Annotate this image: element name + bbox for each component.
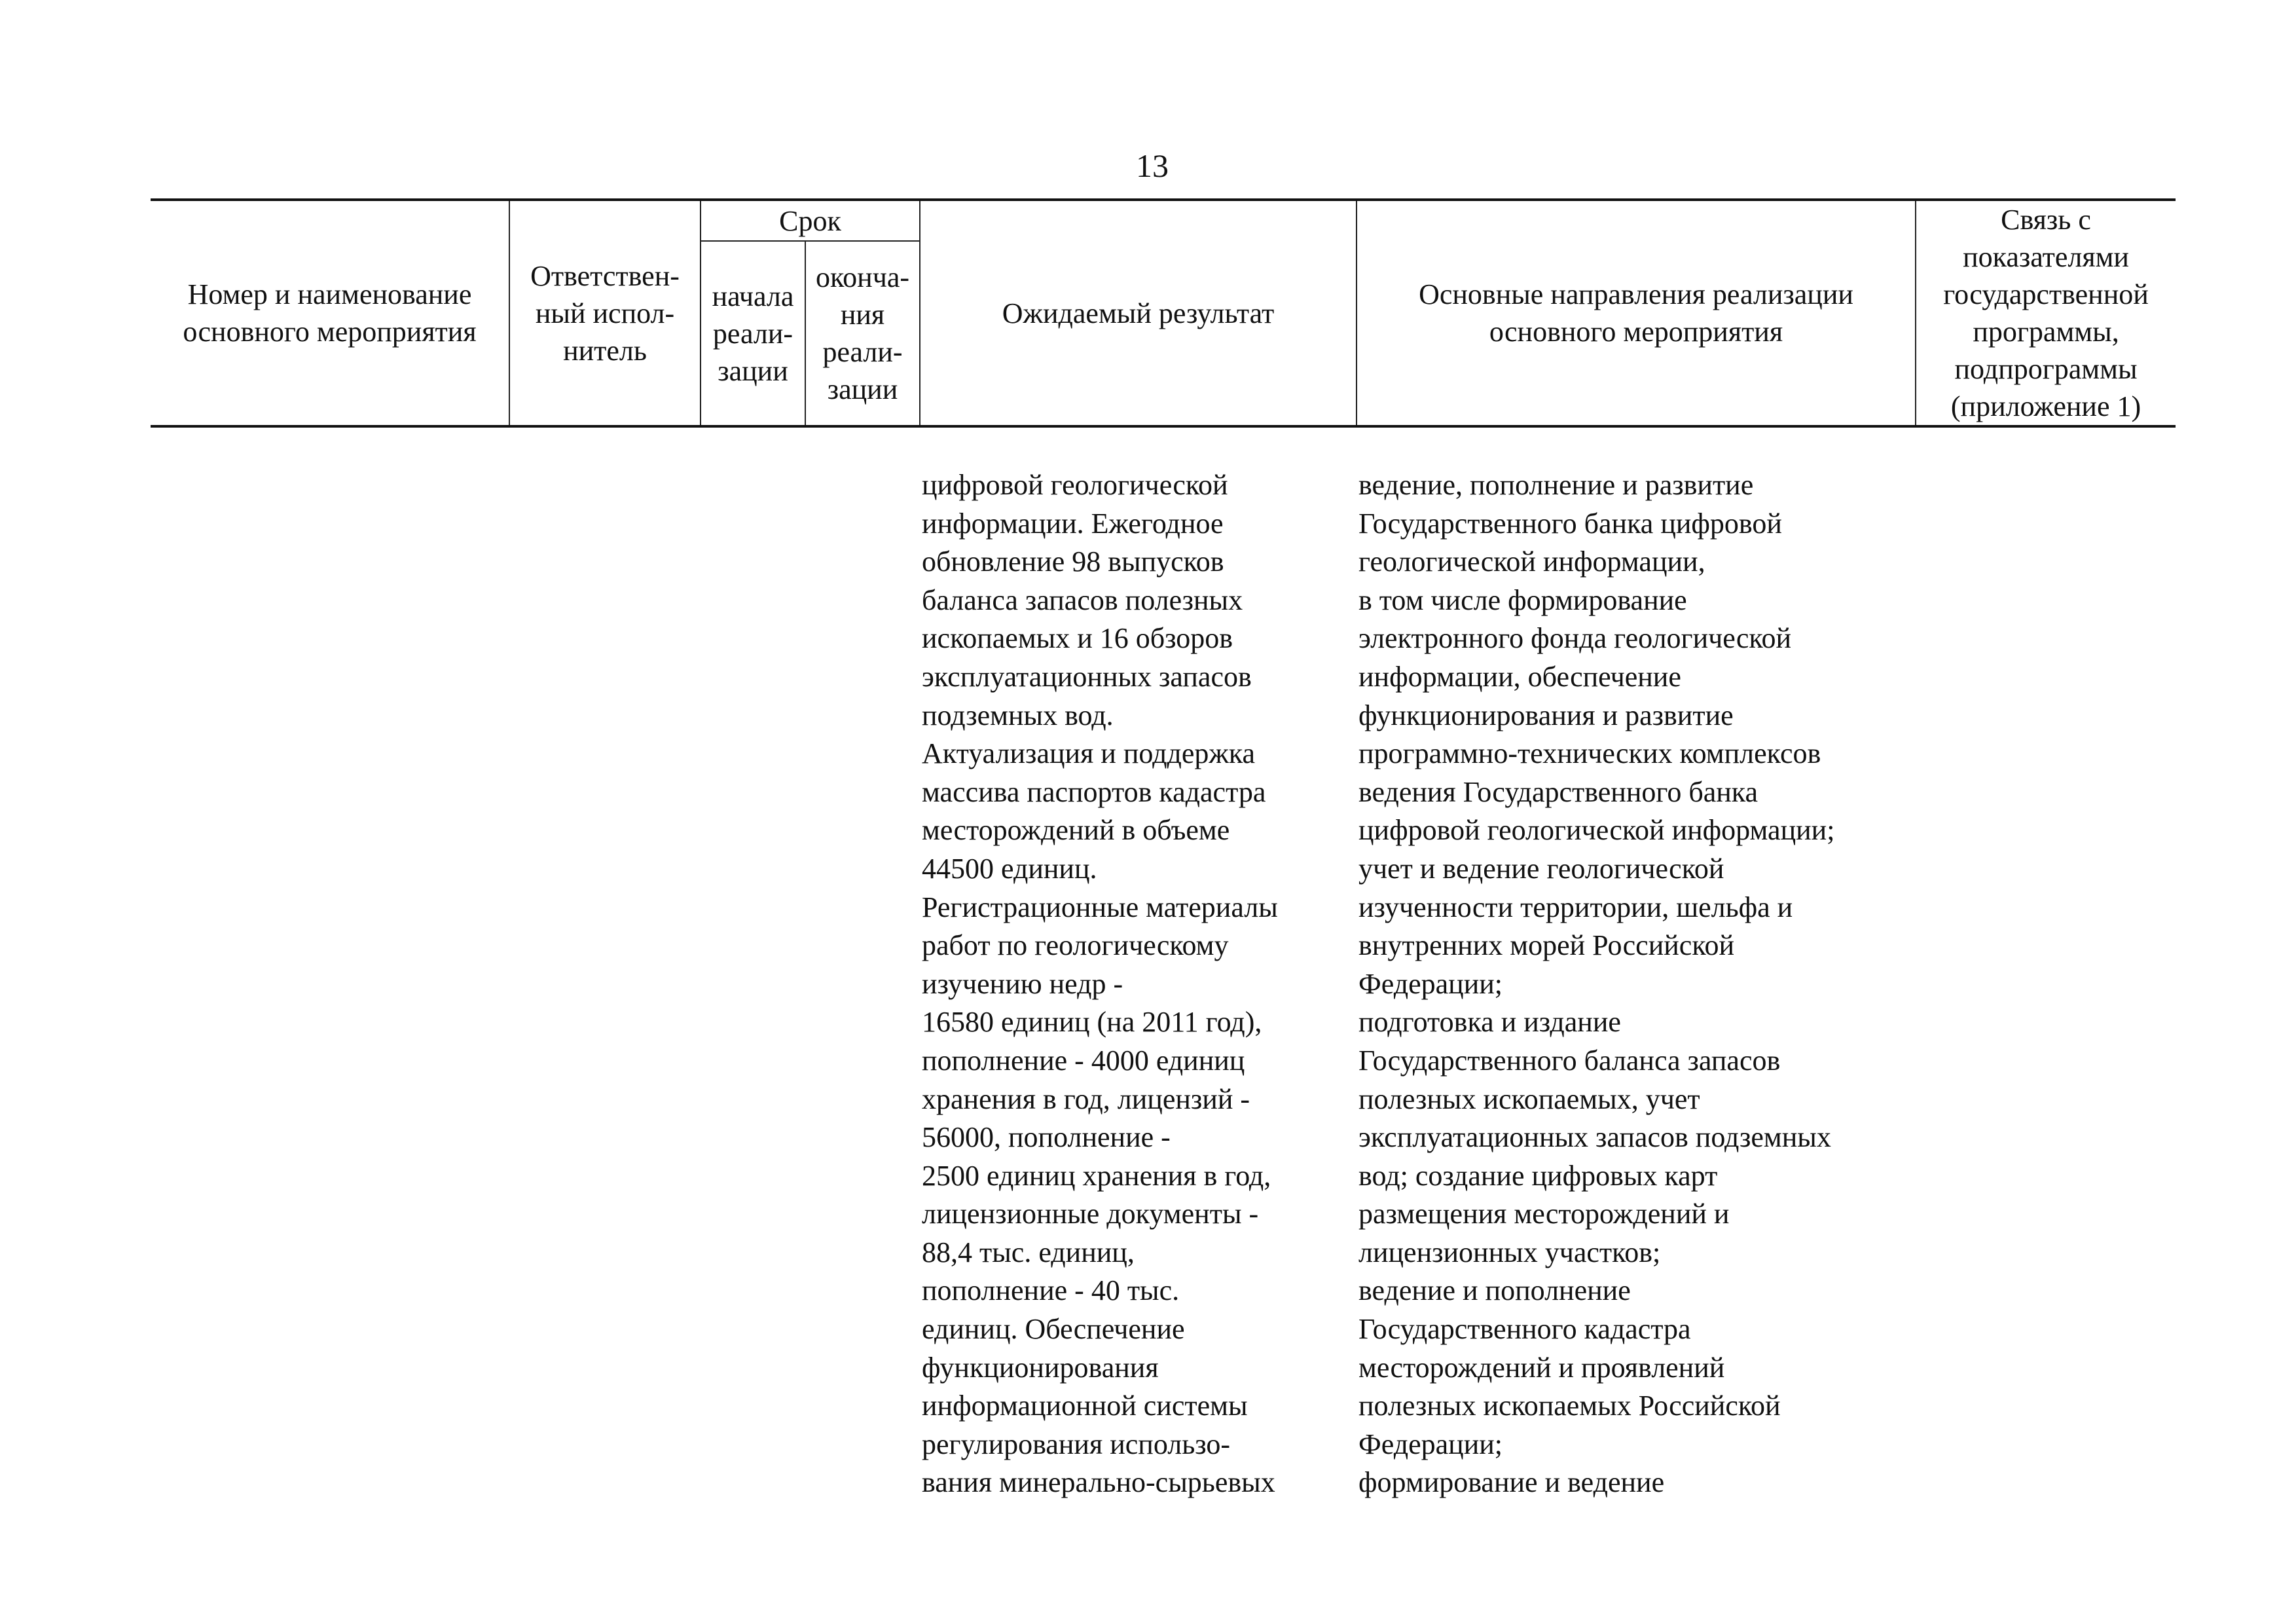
- result-line: месторождений в объеме: [922, 814, 1230, 847]
- header-indicators-link: Связь с показателями государственной программы, подпрограммы (приложение 1): [1916, 200, 2176, 426]
- direction-line: внутренних морей Российской: [1358, 929, 1735, 962]
- direction-line: размещения месторождений и: [1358, 1198, 1730, 1230]
- direction-line: Федерации;: [1358, 1428, 1503, 1460]
- result-line: обновление 98 выпусков: [922, 545, 1224, 578]
- page-number: 13: [1136, 147, 1169, 184]
- header-term-start: начала реали- зации: [701, 241, 805, 426]
- result-line: информации. Ежегодное: [922, 507, 1224, 540]
- direction-line: изученности территории, шельфа и: [1358, 891, 1793, 923]
- result-line: работ по геологическому: [922, 929, 1229, 962]
- direction-line: Государственного кадастра: [1358, 1313, 1691, 1346]
- direction-line: цифровой геологической информации;: [1358, 814, 1835, 847]
- direction-line: геологической информации,: [1358, 545, 1705, 578]
- header-expected-result: Ожидаемый результат: [920, 200, 1357, 426]
- direction-line: программно-технических комплексов: [1358, 737, 1821, 770]
- direction-line: учет и ведение геологической: [1358, 852, 1724, 885]
- result-line: баланса запасов полезных: [922, 583, 1243, 616]
- direction-line: подготовка и издание: [1358, 1006, 1621, 1039]
- result-line: 44500 единиц.: [922, 852, 1097, 885]
- result-line: 88,4 тыс. единиц,: [922, 1236, 1135, 1268]
- direction-line: Федерации;: [1358, 967, 1503, 1000]
- direction-line: Государственного банка цифровой: [1358, 507, 1782, 540]
- result-line: 16580 единиц (на 2011 год),: [922, 1006, 1262, 1039]
- result-line: подземных вод.: [922, 699, 1114, 731]
- direction-line: эксплуатационных запасов подземных: [1358, 1121, 1831, 1154]
- result-line: лицензионные документы -: [922, 1198, 1259, 1230]
- result-line: информационной системы: [922, 1390, 1248, 1422]
- result-line: хранения в год, лицензий -: [922, 1082, 1250, 1115]
- header-directions: Основные направления реализации основного мероприятия: [1357, 200, 1916, 426]
- direction-line: ведение и пополнение: [1358, 1274, 1631, 1307]
- direction-line: лицензионных участков;: [1358, 1236, 1661, 1268]
- result-line: Регистрационные материалы: [922, 891, 1278, 923]
- result-line: ископаемых и 16 обзоров: [922, 622, 1233, 655]
- header-table: [151, 198, 2176, 428]
- direction-line: информации, обеспечение: [1358, 660, 1681, 693]
- header-term: Срок: [701, 200, 920, 241]
- header-responsible: Ответствен- ный испол- нитель: [509, 200, 701, 426]
- header-measure-name: Номер и наименование основного мероприятия: [151, 200, 509, 426]
- direction-line: электронного фонда геологической: [1358, 622, 1792, 655]
- expected-result-text: [922, 466, 1278, 1502]
- direction-line: ведение, пополнение и развитие: [1358, 469, 1754, 501]
- direction-line: Государственного баланса запасов: [1358, 1044, 1781, 1077]
- direction-line: вод; создание цифровых карт: [1358, 1159, 1718, 1192]
- result-line: пополнение - 40 тыс.: [922, 1274, 1180, 1307]
- direction-line: формирование и ведение: [1358, 1466, 1665, 1499]
- result-line: цифровой геологической: [922, 469, 1228, 501]
- result-line: регулирования использо-: [922, 1428, 1231, 1460]
- result-line: эксплуатационных запасов: [922, 660, 1252, 693]
- direction-line: функционирования и развитие: [1358, 699, 1734, 731]
- result-line: Актуализация и поддержка: [922, 737, 1256, 770]
- result-line: массива паспортов кадастра: [922, 775, 1266, 808]
- direction-line: в том числе формирование: [1358, 583, 1687, 616]
- result-line: изучению недр -: [922, 967, 1123, 1000]
- result-line: 56000, пополнение -: [922, 1121, 1171, 1154]
- header-term-end: оконча- ния реали- зации: [805, 241, 920, 426]
- result-line: функционирования: [922, 1351, 1159, 1384]
- directions-text: [1358, 466, 1834, 1502]
- direction-line: полезных ископаемых Российской: [1358, 1390, 1781, 1422]
- result-line: вания минерально-сырьевых: [922, 1466, 1275, 1499]
- result-line: пополнение - 4000 единиц: [922, 1044, 1245, 1077]
- result-line: 2500 единиц хранения в год,: [922, 1159, 1271, 1192]
- direction-line: полезных ископаемых, учет: [1358, 1082, 1700, 1115]
- direction-line: ведения Государственного банка: [1358, 775, 1758, 808]
- result-line: единиц. Обеспечение: [922, 1313, 1185, 1346]
- direction-line: месторождений и проявлений: [1358, 1351, 1725, 1384]
